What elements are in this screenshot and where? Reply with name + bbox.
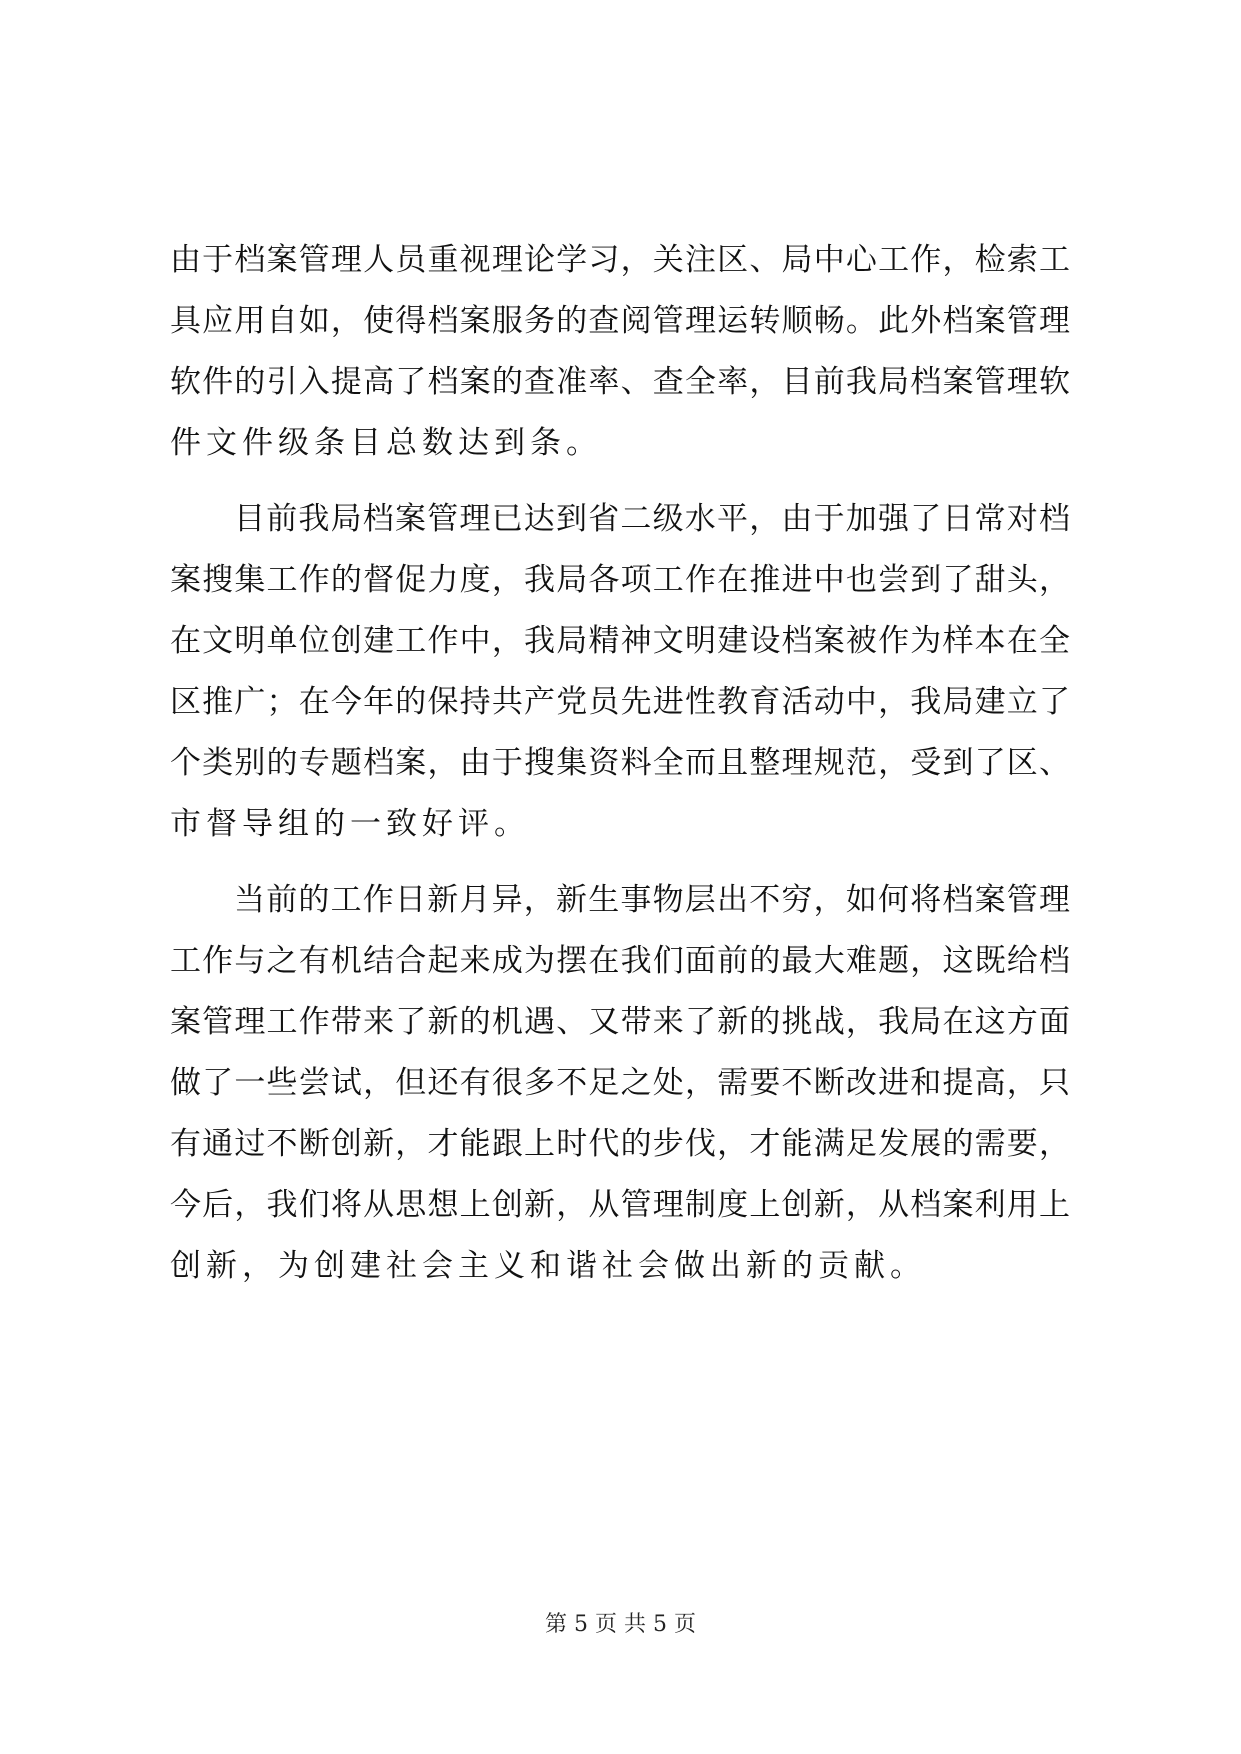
page-number-footer: 第 5 页 共 5 页: [545, 1612, 696, 1637]
paragraph-3-line-2: 工作与之有机结合起来成为摆在我们面前的最大难题，这既给档: [170, 943, 1070, 979]
paragraph-1-line-2: 具应用自如，使得档案服务的查阅管理运转顺畅。此外档案管理: [170, 303, 1070, 339]
paragraph-3-line-1: 当前的工作日新月异，新生事物层出不穷，如何将档案管理: [234, 882, 1070, 918]
paragraph-1-line-3: 软件的引入提高了档案的查准率、查全率，目前我局档案管理软: [170, 364, 1070, 400]
paragraph-1-line-4: 件文件级条目总数达到条。: [170, 425, 602, 461]
paragraph-1-line-1: 由于档案管理人员重视理论学习，关注区、局中心工作，检索工: [170, 242, 1070, 278]
document-body: [170, 230, 1070, 1297]
paragraph-3-line-3: 案管理工作带来了新的机遇、又带来了新的挑战，我局在这方面: [170, 1004, 1070, 1040]
paragraph-2-line-6: 市督导组的一致好评。: [170, 806, 530, 842]
paragraph-2-line-4: 区推广；在今年的保持共产党员先进性教育活动中，我局建立了: [170, 684, 1070, 720]
paragraph-2-line-2: 案搜集工作的督促力度，我局各项工作在推进中也尝到了甜头，: [170, 562, 1070, 598]
paragraph-3-line-7: 创新，为创建社会主义和谐社会做出新的贡献。: [170, 1248, 926, 1284]
paragraph-3-line-5: 有通过不断创新，才能跟上时代的步伐，才能满足发展的需要，: [170, 1126, 1070, 1162]
paragraph-3-line-4: 做了一些尝试，但还有很多不足之处，需要不断改进和提高，只: [170, 1065, 1070, 1101]
paragraph-3-line-6: 今后，我们将从思想上创新，从管理制度上创新，从档案利用上: [170, 1187, 1070, 1223]
paragraph-2-line-3: 在文明单位创建工作中，我局精神文明建设档案被作为样本在全: [170, 623, 1070, 659]
paragraph-2-line-5: 个类别的专题档案，由于搜集资料全而且整理规范，受到了区、: [170, 745, 1070, 781]
paragraph-2-line-1: 目前我局档案管理已达到省二级水平，由于加强了日常对档: [234, 501, 1070, 537]
